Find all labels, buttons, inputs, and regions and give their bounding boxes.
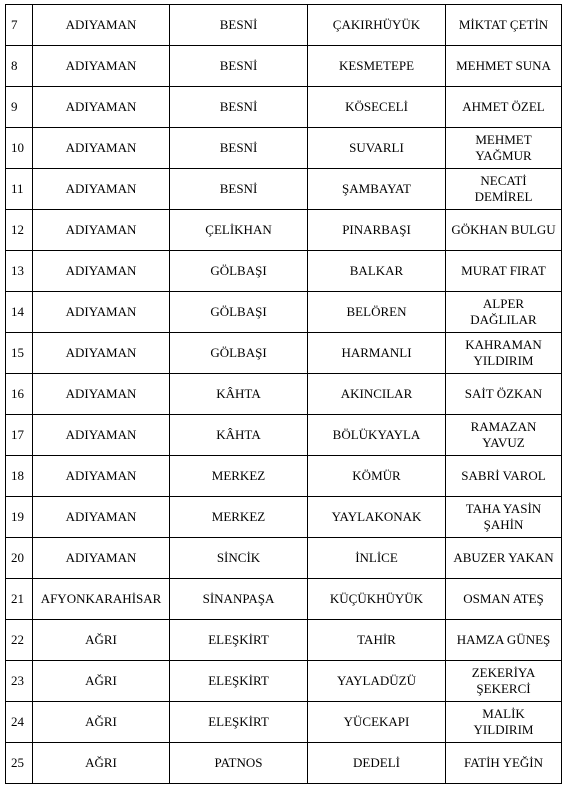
person-name-line: SAİT ÖZKAN — [464, 386, 543, 401]
province-cell: ADIYAMAN — [33, 87, 170, 128]
person-name-line: ABUZER YAKAN — [453, 550, 554, 565]
province-cell: ADIYAMAN — [33, 374, 170, 415]
person-name-cell — [446, 251, 562, 292]
person-name-line: FATİH YEĞİN — [463, 755, 544, 770]
table-row — [6, 579, 562, 620]
province-cell: ADIYAMAN — [33, 251, 170, 292]
person-name-cell — [446, 620, 562, 661]
person-name-cell — [446, 46, 562, 87]
table-row — [6, 46, 562, 87]
table-row — [6, 210, 562, 251]
table-row — [6, 497, 562, 538]
table-row — [6, 620, 562, 661]
village-cell: YÜCEKAPI — [308, 702, 446, 743]
district-cell: SİNANPAŞA — [170, 579, 308, 620]
person-name-cell — [446, 743, 562, 784]
person-name-line: OSMAN ATEŞ — [463, 591, 544, 606]
person-name-cell — [446, 456, 562, 497]
village-cell: KÖMÜR — [308, 456, 446, 497]
district-cell: PATNOS — [170, 743, 308, 784]
row-number-cell: 20 — [6, 538, 33, 579]
person-name-line: MEHMET SUNA — [456, 58, 551, 73]
records-table-body — [6, 5, 562, 784]
province-cell: ADIYAMAN — [33, 292, 170, 333]
village-cell: BALKAR — [308, 251, 446, 292]
person-name-line: AHMET ÖZEL — [462, 99, 545, 114]
village-cell: KÜÇÜKHÜYÜK — [308, 579, 446, 620]
person-name-line: MİKTAT ÇETİN — [458, 17, 549, 32]
person-name-line: RAMAZAN — [470, 419, 537, 434]
person-name-line: GÖKHAN BULGU — [451, 222, 556, 237]
village-cell: KÖSECELİ — [308, 87, 446, 128]
person-name-line: ZEKERİYA — [471, 665, 536, 680]
person-name-cell — [446, 210, 562, 251]
table-row — [6, 456, 562, 497]
person-name-line: NECATİ — [480, 173, 527, 188]
district-cell: ELEŞKİRT — [170, 620, 308, 661]
district-cell: MERKEZ — [170, 497, 308, 538]
district-cell: BESNİ — [170, 87, 308, 128]
district-cell: GÖLBAŞI — [170, 292, 308, 333]
district-cell: BESNİ — [170, 128, 308, 169]
district-cell: BESNİ — [170, 169, 308, 210]
person-name-line: YILDIRIM — [473, 722, 534, 737]
row-number-cell: 18 — [6, 456, 33, 497]
person-name-line: ALPER — [482, 296, 525, 311]
row-number-cell: 11 — [6, 169, 33, 210]
district-cell: ELEŞKİRT — [170, 661, 308, 702]
province-cell: AĞRI — [33, 620, 170, 661]
person-name-line: KAHRAMAN — [465, 337, 542, 352]
row-number-cell: 23 — [6, 661, 33, 702]
row-number-cell: 7 — [6, 5, 33, 46]
district-cell: ELEŞKİRT — [170, 702, 308, 743]
row-number-cell: 8 — [6, 46, 33, 87]
province-cell: ADIYAMAN — [33, 538, 170, 579]
row-number-cell: 10 — [6, 128, 33, 169]
village-cell: DEDELİ — [308, 743, 446, 784]
person-name-cell — [446, 169, 562, 210]
person-name-line: ŞEKERCİ — [476, 681, 531, 696]
person-name-cell — [446, 333, 562, 374]
row-number-cell: 22 — [6, 620, 33, 661]
province-cell: ADIYAMAN — [33, 128, 170, 169]
village-cell: ÇAKIRHÜYÜK — [308, 5, 446, 46]
person-name-line: DAĞLILAR — [470, 312, 537, 327]
person-name-line: MEHMET — [475, 132, 532, 147]
person-name-line: HAMZA GÜNEŞ — [456, 632, 551, 647]
province-cell: ADIYAMAN — [33, 456, 170, 497]
district-cell: ÇELİKHAN — [170, 210, 308, 251]
district-cell: KÂHTA — [170, 374, 308, 415]
person-name-line: MALİK — [482, 706, 525, 721]
person-name-line: YAĞMUR — [475, 148, 532, 163]
province-cell: AĞRI — [33, 743, 170, 784]
person-name-line: MURAT FIRAT — [461, 263, 546, 278]
person-name-line: SABRİ VAROL — [461, 468, 546, 483]
person-name-line: YILDIRIM — [473, 353, 534, 368]
province-cell: AĞRI — [33, 661, 170, 702]
village-cell: AKINCILAR — [308, 374, 446, 415]
row-number-cell: 14 — [6, 292, 33, 333]
district-cell: BESNİ — [170, 46, 308, 87]
district-cell: BESNİ — [170, 5, 308, 46]
person-name-cell — [446, 538, 562, 579]
person-name-line: YAVUZ — [482, 435, 525, 450]
province-cell: ADIYAMAN — [33, 5, 170, 46]
province-cell: ADIYAMAN — [33, 169, 170, 210]
table-row — [6, 128, 562, 169]
row-number-cell: 13 — [6, 251, 33, 292]
person-name-cell — [446, 374, 562, 415]
village-cell: ŞAMBAYAT — [308, 169, 446, 210]
row-number-cell: 17 — [6, 415, 33, 456]
village-cell: BÖLÜKYAYLA — [308, 415, 446, 456]
person-name-cell — [446, 128, 562, 169]
person-name-cell — [446, 661, 562, 702]
person-name-cell — [446, 5, 562, 46]
district-cell: MERKEZ — [170, 456, 308, 497]
person-name-cell — [446, 579, 562, 620]
village-cell: TAHİR — [308, 620, 446, 661]
village-cell: PINARBAŞI — [308, 210, 446, 251]
table-row — [6, 169, 562, 210]
province-cell: ADIYAMAN — [33, 497, 170, 538]
village-cell: HARMANLI — [308, 333, 446, 374]
table-row — [6, 415, 562, 456]
table-row — [6, 87, 562, 128]
district-cell: SİNCİK — [170, 538, 308, 579]
row-number-cell: 16 — [6, 374, 33, 415]
district-cell: GÖLBAŞI — [170, 251, 308, 292]
village-cell: YAYLAKONAK — [308, 497, 446, 538]
table-row — [6, 374, 562, 415]
table-row — [6, 538, 562, 579]
records-table — [5, 4, 562, 784]
village-cell: İNLİCE — [308, 538, 446, 579]
province-cell: AFYONKARAHİSAR — [33, 579, 170, 620]
village-cell: YAYLADÜZÜ — [308, 661, 446, 702]
row-number-cell: 24 — [6, 702, 33, 743]
person-name-line: TAHA YASİN — [465, 501, 542, 516]
village-cell: BELÖREN — [308, 292, 446, 333]
row-number-cell: 19 — [6, 497, 33, 538]
person-name-cell — [446, 87, 562, 128]
person-name-cell — [446, 415, 562, 456]
province-cell: ADIYAMAN — [33, 333, 170, 374]
table-row — [6, 333, 562, 374]
table-row — [6, 661, 562, 702]
province-cell: ADIYAMAN — [33, 46, 170, 87]
person-name-cell — [446, 292, 562, 333]
person-name-cell — [446, 497, 562, 538]
village-cell: SUVARLI — [308, 128, 446, 169]
district-cell: GÖLBAŞI — [170, 333, 308, 374]
row-number-cell: 25 — [6, 743, 33, 784]
row-number-cell: 9 — [6, 87, 33, 128]
province-cell: ADIYAMAN — [33, 210, 170, 251]
person-name-line: DEMİREL — [474, 189, 533, 204]
table-row — [6, 702, 562, 743]
table-row — [6, 743, 562, 784]
table-row — [6, 251, 562, 292]
table-row — [6, 292, 562, 333]
table-row — [6, 5, 562, 46]
province-cell: AĞRI — [33, 702, 170, 743]
province-cell: ADIYAMAN — [33, 415, 170, 456]
document-page — [5, 4, 562, 784]
district-cell: KÂHTA — [170, 415, 308, 456]
row-number-cell: 21 — [6, 579, 33, 620]
row-number-cell: 12 — [6, 210, 33, 251]
person-name-line: ŞAHİN — [483, 517, 524, 532]
village-cell: KESMETEPE — [308, 46, 446, 87]
person-name-cell — [446, 702, 562, 743]
row-number-cell: 15 — [6, 333, 33, 374]
